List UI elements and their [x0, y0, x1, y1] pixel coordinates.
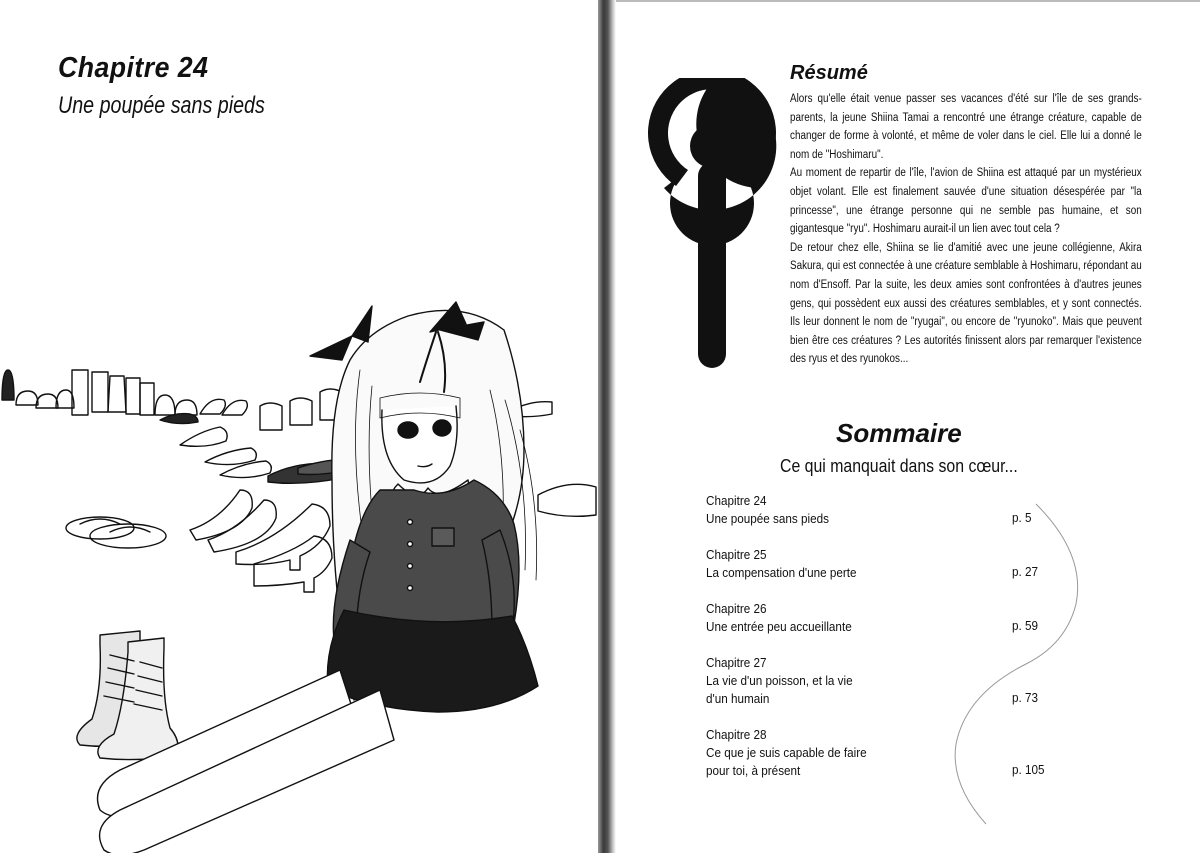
sommaire-title: Sommaire: [836, 418, 962, 448]
toc-chapter: Chapitre 28: [706, 727, 767, 742]
slippers: [66, 517, 166, 548]
toc-chapter: Chapitre 24: [706, 493, 767, 508]
toc-chapter-name: La compensation d'une perte: [706, 565, 857, 580]
sommaire-subtitle: Ce qui manquait dans son cœur...: [780, 456, 1018, 476]
right-page: [616, 0, 1200, 853]
toc-entry: [706, 492, 1056, 528]
toc-chapter: Chapitre 27: [706, 655, 767, 670]
toc-entry: [706, 546, 1056, 582]
chapter-subtitle: Une poupée sans pieds: [58, 92, 265, 119]
toc-chapter: Chapitre 25: [706, 547, 767, 562]
toc-chapter-name: Ce que je suis capable de faire: [706, 745, 867, 760]
toc-page-number: p. 27: [1012, 564, 1039, 579]
toc-page-number: p. 73: [1012, 690, 1039, 705]
toc-entry: [706, 654, 1056, 708]
toc-page-number: p. 5: [1012, 510, 1032, 525]
shoe-row-top: [2, 370, 247, 424]
keyhole-emblem-icon: [642, 78, 782, 378]
toc-chapter: Chapitre 26: [706, 601, 767, 616]
resume-title: Résumé: [790, 62, 868, 84]
girl-with-shoes-illustration: [0, 290, 600, 853]
chapter-title: Chapitre 24: [58, 52, 209, 84]
girl-figure: [98, 302, 539, 853]
toc-entry: [706, 600, 1056, 636]
resume-body: [790, 90, 1142, 369]
toc-entry: [706, 726, 1056, 780]
resume-paragraph: Alors qu'elle était venue passer ses vacances d'été sur l'île de ses grands-parents, la jeune Shiina Tamai a rencontré une étrange créature, capable de changer de forme à volonté, et même de voler dans le ciel. Elle lui a donné le nom de "Hoshimaru".: [790, 93, 1142, 161]
lace-up-boots: [77, 631, 178, 760]
high-heels: [190, 490, 332, 592]
toc-chapter-name-cont: d'un humain: [706, 691, 770, 706]
toc-chapter-name-cont: pour toi, à présent: [706, 763, 801, 778]
book-gutter: [598, 0, 616, 853]
toc-chapter-name: Une poupée sans pieds: [706, 511, 829, 526]
resume-paragraph: De retour chez elle, Shiina se lie d'amitié avec une jeune collégienne, Akira Sakura, qui est connectée à une créature semblable à Hoshimaru, répondant au nom d'Ensoff. Par la suite, les deux amies sont confrontées à d'autres jeunes gens, qui possèdent eux aussi des créatures semblables, et y sont connectés. Ils leur donnent le nom de "ryugai", ou encore de "ryunoko". Mais que peuvent bien être ces créatures ? Les autorités finissent alors par remarquer l'existence des ryus et des ryunokos...: [790, 241, 1142, 366]
toc-page-number: p. 105: [1012, 762, 1045, 777]
toc-chapter-name: La vie d'un poisson, et la vie: [706, 673, 853, 688]
toc-page-number: p. 59: [1012, 618, 1039, 633]
toc-chapter-name: Une entrée peu accueillante: [706, 619, 852, 634]
resume-paragraph: Au moment de repartir de l'île, l'avion de Shiina est attaqué par un mystérieux objet volant. Elle est finalement sauvée d'une situation désespérée par "la princesse", une étrange personne qui ne semble pas humaine, et son gigantesque "ryu". Hoshimaru aurait-il un lien avec tout cela ?: [790, 167, 1142, 236]
